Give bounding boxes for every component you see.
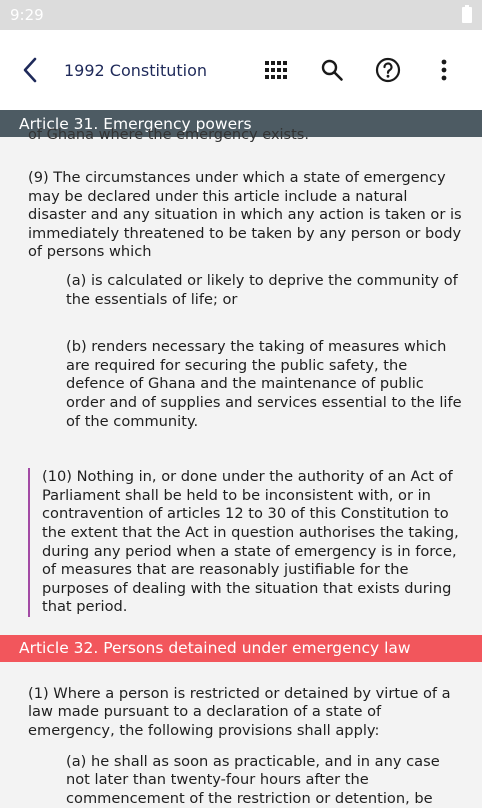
- page-title: 1992 Constitution: [64, 60, 208, 80]
- clause-9: (9) The circumstances under which a state of emergency may be declared under this article include a natural disaster and any situation in which any action is taken or is immediately threatened to be taken by any person or body of persons which: [28, 169, 462, 261]
- grid-icon: [265, 61, 287, 79]
- status-bar: [0, 0, 482, 30]
- article-content[interactable]: [0, 110, 482, 807]
- article-32-header[interactable]: Article 32. Persons detained under emergency law: [0, 635, 482, 662]
- search-button[interactable]: [310, 48, 354, 92]
- more-vert-icon: [441, 59, 447, 81]
- back-button[interactable]: [0, 30, 60, 110]
- grid-button[interactable]: [254, 48, 298, 92]
- more-options-button[interactable]: [422, 48, 466, 92]
- app-toolbar: [0, 30, 482, 110]
- clause-32-1a: (a) he shall as soon as practicable, and in any case not later than twenty-four hours after the commencement of the restriction or detention, be: [66, 752, 440, 807]
- amended-clause-marker: [28, 468, 460, 617]
- clipped-previous-line: [28, 127, 482, 147]
- battery-icon: [462, 7, 472, 23]
- clause-9a: (a) is calculated or likely to deprive the community of the essentials of life; or: [66, 271, 458, 308]
- clipped-text: of Ghana where the emergency exists.: [28, 127, 309, 143]
- article-31-header[interactable]: Article 31. Emergency powers: [0, 110, 482, 137]
- help-icon: [375, 57, 401, 83]
- help-button[interactable]: [366, 48, 410, 92]
- search-icon: [321, 59, 343, 81]
- clause-32-1: (1) Where a person is restricted or detained by virtue of a law made pursuant to a declaration of a state of emergency, the following provisions shall apply:: [28, 684, 451, 740]
- clause-10: (10) Nothing in, or done under the authority of an Act of Parliament shall be held to be inconsistent with, or in contravention of articles 12 to 30 of this Constitution to the extent that the Act in question authorises the taking, during any period when a state of emergency is in force, of measures that are reasonably justifiable for the purposes of dealing with the situation that exists during that period.: [42, 468, 459, 616]
- back-arrow-icon: [22, 57, 38, 83]
- status-time: 9:29: [10, 6, 44, 24]
- clause-9b: (b) renders necessary the taking of measures which are required for securing the public safety, the defence of Ghana and the maintenance of public order and of supplies and services essential to the life of the community.: [66, 338, 462, 430]
